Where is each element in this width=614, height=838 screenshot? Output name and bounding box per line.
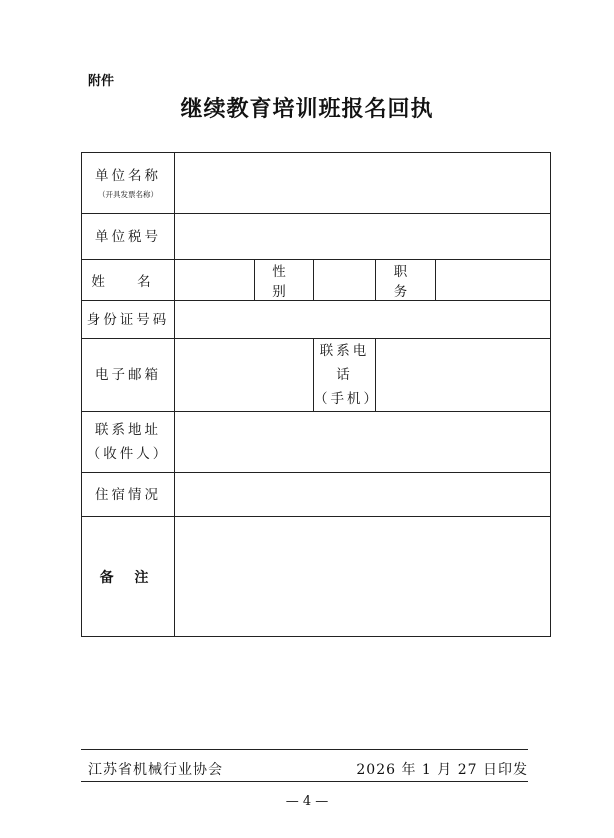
id-card-label: 身份证号码: [82, 301, 175, 339]
gender-field[interactable]: [314, 260, 376, 301]
footer-bottom-rule: [81, 781, 528, 782]
address-label: 联系地址: [95, 422, 161, 438]
id-card-field[interactable]: [175, 301, 551, 339]
phone-label: 联系电话: [319, 343, 370, 383]
remarks-label: 备 注: [99, 569, 157, 586]
tax-id-field[interactable]: [175, 214, 551, 260]
unit-name-note: （开具发票名称）: [98, 190, 158, 199]
name-label: 姓 名: [91, 274, 165, 290]
tax-id-label: 单位税号: [82, 214, 175, 260]
unit-name-field[interactable]: [175, 153, 551, 214]
personal-info-row: [82, 260, 551, 301]
footer-organization: 江苏省机械行业协会: [88, 762, 223, 778]
position-field[interactable]: [436, 260, 551, 301]
footer-issue-date: 2026 年 1 月 27 日印发: [356, 762, 528, 778]
remarks-label-cell: [82, 517, 175, 637]
address-label-cell: [82, 412, 175, 473]
lodging-field[interactable]: [175, 473, 551, 517]
footer-top-rule: [81, 749, 528, 750]
phone-field[interactable]: [376, 339, 551, 412]
unit-name-label: 单位名称: [95, 168, 161, 184]
lodging-label: 住宿情况: [82, 473, 175, 517]
unit-name-label-cell: [82, 153, 175, 214]
position-label-cell: [376, 260, 436, 301]
unit-name-row: [82, 153, 551, 214]
email-field[interactable]: [175, 339, 314, 412]
remarks-row: [82, 517, 551, 637]
attachment-label: 附件: [88, 74, 115, 89]
address-label-note: （收件人）: [86, 446, 170, 462]
id-card-row: [82, 301, 551, 339]
name-field[interactable]: [175, 260, 255, 301]
position-label: 职 务: [393, 264, 418, 300]
address-field[interactable]: [175, 412, 551, 473]
remarks-field[interactable]: [175, 517, 551, 637]
email-label: 电子邮箱: [82, 339, 175, 412]
name-label-cell: [82, 260, 175, 301]
tax-id-row: [82, 214, 551, 260]
gender-label: 性 别: [272, 264, 296, 300]
page-number: — 4 —: [285, 794, 329, 809]
page-title: 继续教育培训班报名回执: [180, 96, 434, 122]
lodging-row: [82, 473, 551, 517]
gender-label-cell: [255, 260, 314, 301]
contact-row: [82, 339, 551, 412]
registration-form-table: [81, 152, 551, 637]
phone-label-cell: [314, 339, 380, 412]
address-row: [82, 412, 551, 473]
phone-label-note: （手机）: [314, 391, 380, 407]
